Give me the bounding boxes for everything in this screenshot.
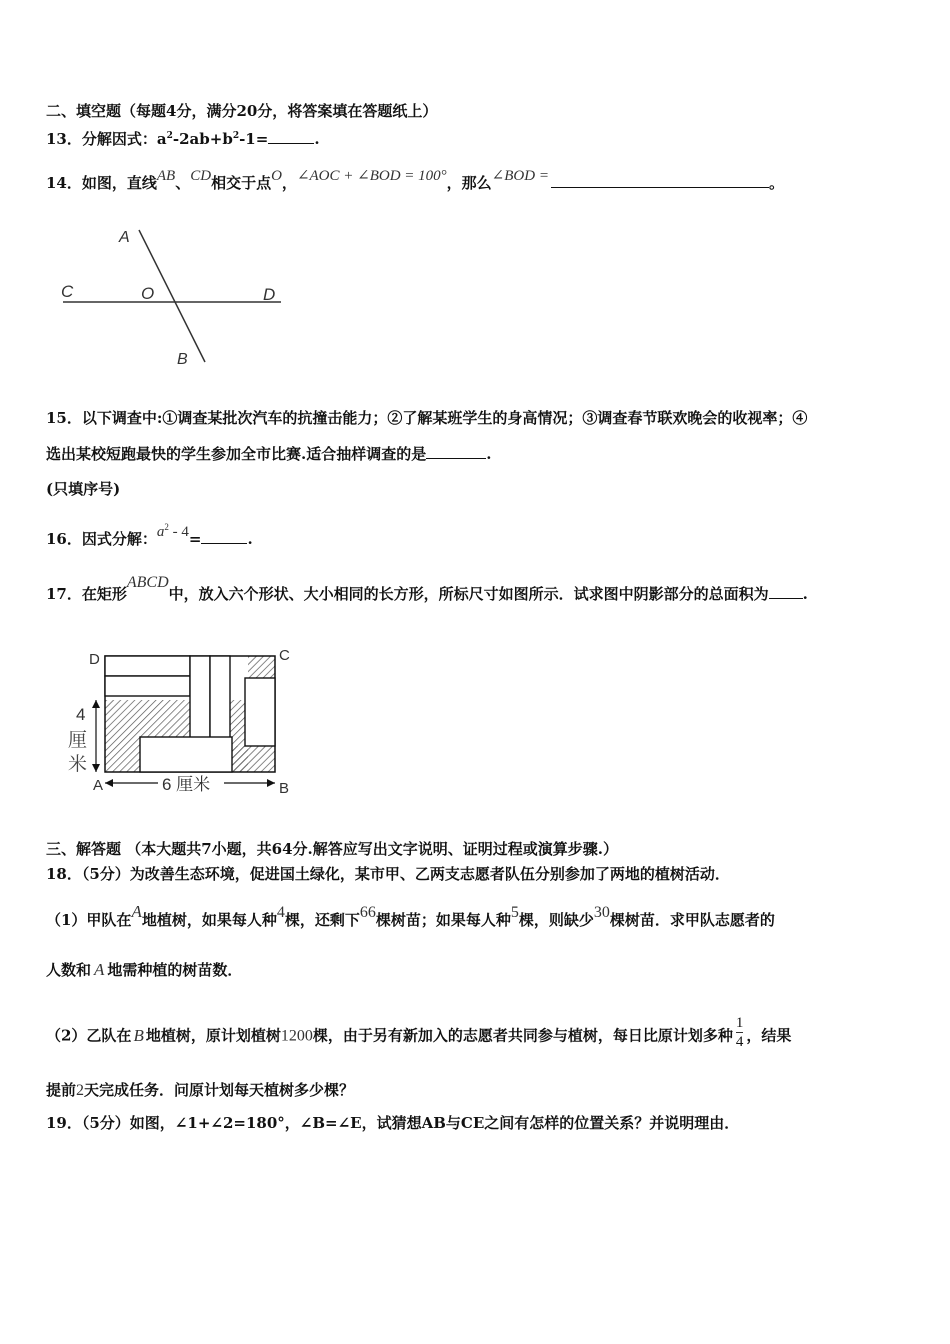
question-18-part-1 [46, 902, 775, 931]
q18-p1-t6: 棵树苗．求甲队志愿者的 [609, 911, 775, 929]
q18-p2-t4: ，结果 [746, 1026, 792, 1045]
small-rect-2 [105, 676, 190, 696]
q13-end: . [314, 130, 320, 148]
q16-expr-rest: - 4 [168, 524, 189, 540]
q18-p1l2-a: A [94, 960, 105, 979]
width-arrow-right [267, 779, 275, 787]
q15-answer-blank[interactable] [426, 444, 486, 459]
q14-point-o: O [271, 168, 282, 184]
q14-condition: ∠AOC + ∠BOD = 100° [296, 168, 447, 184]
question-18-part-2-line-2 [46, 1080, 354, 1101]
fig14-label-a: A [119, 229, 130, 246]
q16-sup: 2 [164, 522, 169, 532]
q14-target: ∠BOD = [491, 168, 549, 184]
height-unit-2: 米 [68, 754, 88, 775]
small-rect-4 [210, 656, 230, 741]
question-18-part-2 [46, 1015, 792, 1055]
q14-comma: ， [281, 174, 297, 192]
fig14-label-d: D [263, 285, 276, 304]
question-19: 19．（5分）如图，∠1+∠2=180°，∠B=∠E，试猜想AB与CE之间有怎样的位置关系？并说明理由． [46, 1114, 740, 1132]
q17-text: 中，放入六个形状、大小相同的长方形，所标尺寸如图所示．试求图中阴影部分的总面积为 [168, 585, 769, 603]
section-3-heading: 三、解答题 （本大题共7小题，共64分.解答应写出文字说明、证明过程或演算步骤.） [46, 840, 618, 858]
small-rect-6 [140, 737, 232, 772]
q13-expr-end: -1= [239, 130, 269, 148]
question-18-part-1-line-2 [46, 960, 242, 980]
q15-end: . [486, 445, 492, 463]
q16-prefix: 16．因式分解： [46, 530, 157, 548]
question-15-line-1: 15．以下调查中:①调查某批次汽车的抗撞击能力；②了解某班学生的身高情况；③调查春节联欢晚会的收视率；④ [46, 409, 808, 427]
label-d: D [89, 651, 100, 668]
q18-p2-t1: （2）乙队在 [46, 1026, 132, 1045]
q18-frac-den: 4 [735, 1034, 744, 1050]
q18-p1-n4: 4 [276, 904, 285, 921]
q18-fraction [736, 1014, 744, 1051]
q16-end: . [247, 530, 253, 548]
q13-prefix: 13．分解因式： [46, 130, 157, 148]
label-c: C [279, 647, 290, 664]
q13-expr-mid: -2ab+b [172, 130, 233, 148]
q18-p1-a: A [131, 902, 142, 921]
small-rect-5 [245, 678, 275, 746]
q14-then: ，那么 [446, 174, 492, 192]
q18-p1l2-t2: 地需种植的树苗数． [107, 961, 243, 979]
question-18-intro: 18．（5分）为改善生态环境，促进国土绿化，某市甲、乙两支志愿者队伍分别参加了两地的植树活动． [46, 865, 730, 883]
q18-p1-n30: 30 [593, 904, 610, 921]
label-b: B [279, 780, 290, 797]
q18-p2-t3: 棵，由于另有新加入的志愿者共同参与植树，每日比原计划多种 [312, 1026, 733, 1045]
q15-text: 选出某校短跑最快的学生参加全市比赛.适合抽样调查的是 [46, 445, 427, 463]
q17-figure [60, 640, 310, 800]
question-14 [46, 168, 784, 194]
q18-p2-t2: 地植树，原计划植树 [145, 1026, 281, 1045]
q17-rect-name: ABCD [126, 574, 169, 591]
q16-answer-blank[interactable] [201, 529, 247, 544]
q16-expr-a: a [156, 524, 165, 540]
q18-p1-t4: 棵树苗；如果每人种 [375, 911, 511, 929]
q18-p1l2-t1: 人数和 [46, 961, 92, 979]
q18-p2-b: B [133, 1025, 144, 1045]
q17-answer-blank[interactable] [769, 584, 803, 599]
q18-p2l2-t2: 天完成任务．问原计划每天植树多少棵？ [84, 1081, 355, 1099]
height-unit-1: 厘 [68, 730, 88, 751]
question-15-line-2 [46, 444, 491, 464]
question-16 [46, 522, 253, 550]
q18-p2l2-t1: 提前 [46, 1081, 77, 1099]
q18-p1-t1: （1）甲队在 [46, 911, 132, 929]
q18-p2l2-n2: 2 [76, 1082, 85, 1099]
height-number: 4 [76, 705, 86, 724]
q16-eq: = [188, 530, 202, 548]
small-rect-3 [190, 656, 210, 741]
fig14-label-b: B [177, 351, 188, 368]
q13-expr-a: a [156, 130, 167, 148]
q17-end: . [802, 585, 808, 603]
q14-figure [55, 222, 295, 372]
width-arrow-left [105, 779, 113, 787]
fig14-label-c: C [61, 282, 74, 301]
shaded-region-bottom-right [232, 746, 275, 772]
question-15-line-3: (只填序号) [46, 480, 121, 498]
height-arrow-top [92, 700, 100, 708]
question-17 [46, 574, 808, 605]
q13-answer-blank[interactable] [268, 129, 314, 144]
q17-prefix: 17．在矩形 [46, 585, 127, 603]
q18-p2-n1200: 1200 [280, 1027, 313, 1045]
q14-line-cd: CD [190, 168, 212, 184]
question-13 [46, 126, 320, 149]
q14-mid: 相交于点 [211, 174, 272, 192]
q18-p1-n66: 66 [359, 904, 376, 921]
q13-sup-2: 2 [232, 131, 240, 141]
shaded-region-top-right [248, 656, 275, 678]
q14-prefix: 14．如图，直线 [46, 174, 157, 192]
q18-p1-t5: 棵，则缺少 [518, 911, 594, 929]
q13-sup-1: 2 [166, 131, 173, 141]
q18-p1-t2: 地植树，如果每人种 [141, 911, 277, 929]
q14-line-ab: AB [156, 168, 176, 184]
q18-p1-t3: 棵，还剩下 [284, 911, 360, 929]
fig14-label-o: O [141, 284, 155, 303]
width-label: 6 厘米 [162, 775, 211, 794]
q14-end: 。 [768, 174, 784, 192]
label-a: A [93, 777, 104, 794]
small-rect-1 [105, 656, 190, 676]
q14-answer-blank[interactable] [551, 173, 769, 188]
q14-sep: 、 [175, 174, 191, 192]
q18-p1-n5: 5 [510, 904, 519, 921]
height-arrow-bottom [92, 764, 100, 772]
q18-frac-num: 1 [735, 1015, 744, 1031]
section-2-heading: 二、填空题（每题4分，满分20分，将答案填在答题纸上） [46, 102, 438, 120]
